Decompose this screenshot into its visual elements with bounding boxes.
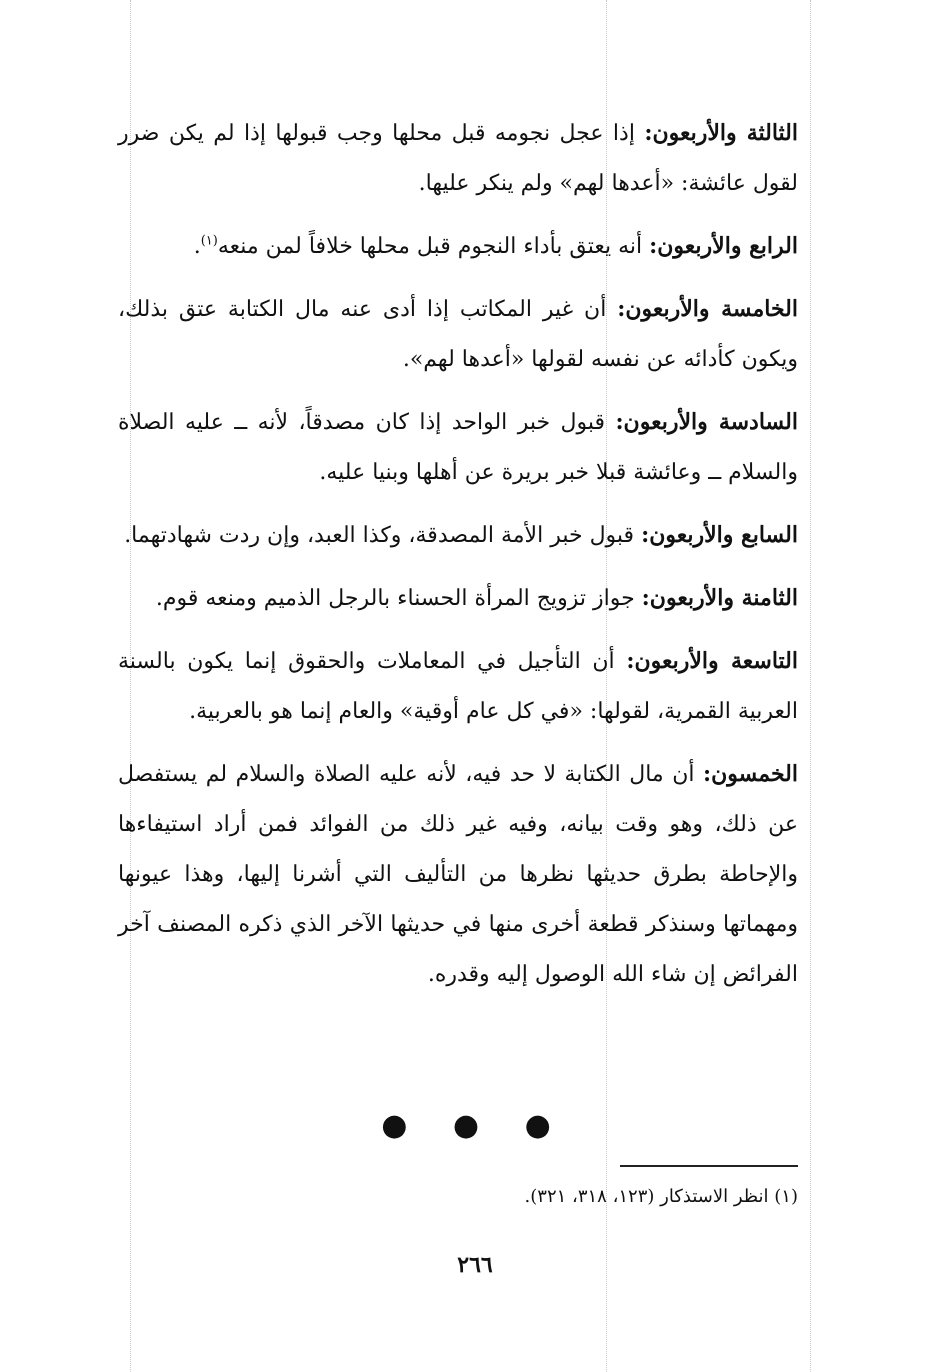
paragraph-heading: الخامسة والأربعون: (617, 296, 798, 322)
paragraph-text: قبول خبر الأمة المصدقة، وكذا العبد، وإن ردت شهادتهما. (124, 523, 642, 548)
paragraph-47 (118, 510, 798, 561)
paragraph-48 (118, 573, 798, 624)
paragraph-46 (118, 397, 798, 498)
paragraph-43 (118, 108, 798, 209)
paragraph-heading: الرابع والأربعون: (649, 233, 798, 259)
footnote-marker[interactable]: (١) (200, 233, 218, 249)
paragraph-text: قبول خبر الواحد إذا كان مصدقاً، لأنه ــ عليه الصلاة والسلام ــ وعائشة قبلا خبر بريرة عن أهلها وبنيا عليه. (118, 410, 798, 485)
paragraph-50 (118, 749, 798, 1000)
paragraph-heading: التاسعة والأربعون: (626, 648, 798, 674)
paragraph-text: جواز تزويج المرأة الحسناء بالرجل الذميم ومنعه قوم. (155, 586, 642, 611)
paragraph-heading: الخمسون: (702, 761, 798, 787)
page-body (118, 108, 798, 1012)
scan-guide-line (810, 0, 811, 1372)
page-number: ٢٦٦ (457, 1252, 493, 1278)
paragraph-tail: . (193, 234, 201, 259)
paragraph-49 (118, 636, 798, 737)
paragraph-text: أن مال الكتابة لا حد فيه، لأنه عليه الصلاة والسلام لم يستفصل عن ذلك، وهو وقت بيانه، وفيه غير ذلك من الفوائد فمن أراد استيفاءها والإحاطة بطرق حديثها نظرها من التأليف التي أشرنا إليها، وهذا عيونها ومهماتها وسنذكر قطعة أخرى منها في حديثها الآخر الذي ذكره المصنف آخر الفرائض إن شاء الله الوصول إليه وقدره. (118, 762, 798, 987)
paragraph-heading: السابع والأربعون: (641, 522, 798, 548)
paragraph-text: أنه يعتق بأداء النجوم قبل محلها خلافاً لمن منعه (217, 234, 650, 259)
section-separator: ● ● ● (381, 1108, 569, 1143)
footnote-rule (620, 1165, 798, 1167)
paragraph-text: إذا عجل نجومه قبل محلها وجب قبولها إذا لم يكن ضرر لقول عائشة: «أعدها لهم» ولم ينكر عليها. (118, 121, 798, 196)
paragraph-text: أن التأجيل في المعاملات والحقوق إنما يكون بالسنة العربية القمرية، لقولها: «في كل عام أوقية» والعام إنما هو بالعربية. (118, 649, 798, 724)
paragraph-heading: السادسة والأربعون: (615, 409, 798, 435)
paragraph-heading: الثامنة والأربعون: (641, 585, 798, 611)
paragraph-45 (118, 284, 798, 385)
paragraph-heading: الثالثة والأربعون: (644, 120, 798, 146)
footnote: (١) انظر الاستذكار (١٢٣، ٣١٨، ٣٢١). (524, 1186, 798, 1207)
paragraph-text: أن غير المكاتب إذا أدى عنه مال الكتابة عتق بذلك، ويكون كأدائه عن نفسه لقولها «أعدها لهم». (118, 297, 798, 372)
paragraph-44 (118, 221, 798, 272)
